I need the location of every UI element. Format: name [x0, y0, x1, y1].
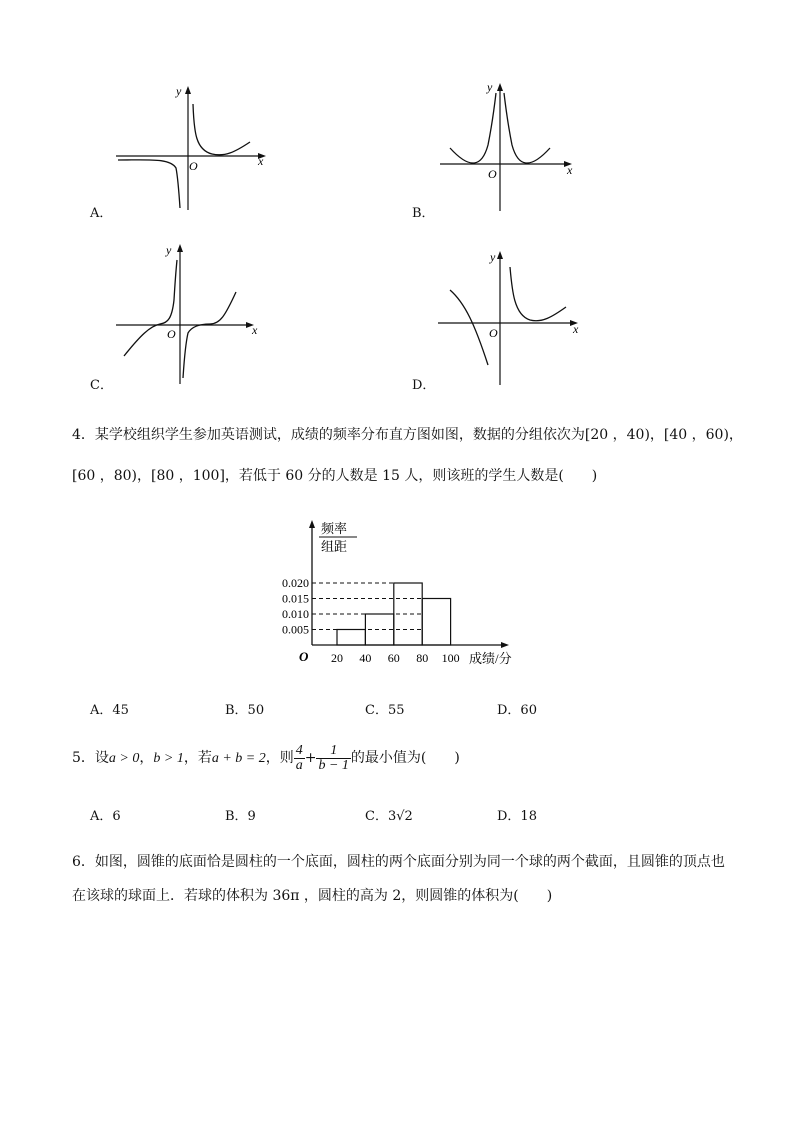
denominator: a	[295, 757, 303, 773]
y-label-numerator: 频率	[321, 521, 348, 536]
x-tick-label: 60	[387, 651, 400, 665]
q5-condition-a: a > 0	[108, 751, 140, 766]
origin-label: O	[489, 326, 498, 340]
curve	[504, 93, 550, 163]
option-b-label[interactable]: B．	[412, 206, 435, 221]
q5-option-d[interactable]: D．18	[497, 809, 537, 824]
numerator: 4	[295, 742, 303, 758]
x-axis-label: 成绩/分	[469, 651, 512, 666]
y-tick-label: 0.005	[282, 622, 309, 637]
y-tick-label: 0.020	[282, 576, 309, 590]
x-arrow	[501, 642, 509, 648]
question-number: 5．	[72, 750, 95, 766]
origin-label: O	[299, 649, 309, 664]
question-4-line2	[72, 466, 597, 486]
x-label: x	[252, 323, 258, 337]
y-label: y	[490, 250, 496, 264]
curve	[450, 93, 496, 163]
curve	[124, 260, 177, 356]
question-text: [60 ，80)，[80 ，100]，若低于 60 分的人数是 15 人，则该班的学生人数是( )	[72, 468, 598, 484]
q5-option-a[interactable]: A．6	[90, 809, 121, 824]
option-a-label[interactable]: A．	[90, 206, 113, 221]
y-label: y	[166, 243, 172, 257]
curve	[193, 104, 250, 155]
histogram-bar	[422, 599, 450, 646]
y-label: y	[487, 80, 493, 94]
question-text: 某学校组织学生参加英语测试，成绩的频率分布直方图如图，数据的分组依次为[20 ，40)，[40 ，60)，	[94, 427, 743, 443]
graph-option-a	[100, 78, 275, 218]
question-4-line1	[72, 425, 743, 445]
x-label: x	[258, 154, 264, 168]
q4-option-a[interactable]: A．45	[90, 703, 129, 718]
origin-label: O	[167, 327, 176, 341]
curve	[118, 160, 180, 208]
y-label-denominator: 组距	[321, 539, 348, 554]
x-label: x	[573, 322, 579, 336]
q5-sep: ，若	[183, 750, 212, 766]
question-6-line2	[72, 886, 552, 906]
y-arrow	[177, 244, 183, 252]
q5-option-c[interactable]: C．3√2	[365, 809, 413, 824]
origin-label: O	[189, 159, 198, 173]
y-label: y	[176, 84, 182, 98]
y-arrow	[497, 83, 503, 91]
question-number: 4．	[72, 427, 95, 443]
denominator: b − 1	[318, 757, 349, 773]
q5-sep: ，则	[265, 750, 294, 766]
graph-option-d	[430, 245, 595, 390]
question-number: 6．	[72, 854, 95, 870]
plus-sign: +	[304, 750, 317, 766]
x-tick-label: 80	[416, 651, 429, 665]
y-arrow	[497, 251, 503, 259]
q4-option-b[interactable]: B．50	[225, 703, 265, 718]
option-c-label[interactable]: C．	[90, 378, 113, 393]
numerator: 1	[316, 744, 350, 759]
fraction-1-over-b-minus-1	[316, 744, 350, 773]
q4-option-d[interactable]: D．60	[497, 703, 537, 718]
q5-sep: ，	[139, 750, 154, 766]
q5-condition-sum: a + b = 2	[211, 751, 266, 766]
x-tick-label: 20	[331, 651, 343, 665]
question-text: 如图，圆锥的底面恰是圆柱的一个底面，圆柱的两个底面分别为同一个球的两个截面，且圆锥的顶点也	[94, 854, 725, 870]
y-tick-label: 0.010	[282, 607, 309, 621]
y-tick-label: 0.015	[282, 591, 309, 606]
q5-prefix: 设	[94, 750, 109, 766]
curve	[510, 267, 566, 321]
curve	[450, 290, 488, 365]
y-arrow	[309, 520, 315, 528]
question-5	[72, 742, 460, 775]
q4-option-c[interactable]: C．55	[365, 703, 405, 718]
origin-label: O	[488, 167, 497, 181]
q5-condition-b: b > 1	[153, 751, 184, 766]
q5-suffix: 的最小值为( )	[350, 750, 460, 766]
option-d-label[interactable]: D．	[412, 378, 436, 393]
curve	[183, 292, 236, 378]
x-label: x	[567, 163, 573, 177]
histogram-bar	[337, 630, 365, 646]
x-tick-label: 100	[441, 651, 460, 665]
fraction-4-over-a	[294, 744, 305, 773]
graph-option-c	[100, 238, 275, 388]
question-text: 在该球的球面上．若球的体积为 36π ，圆柱的高为 2，则圆锥的体积为( )	[72, 888, 553, 904]
frequency-histogram	[265, 518, 530, 673]
q5-option-b[interactable]: B．9	[225, 809, 256, 824]
y-arrow	[185, 86, 191, 94]
question-6-line1	[72, 852, 725, 872]
graph-option-b	[430, 75, 590, 215]
x-tick-label: 40	[359, 651, 372, 665]
